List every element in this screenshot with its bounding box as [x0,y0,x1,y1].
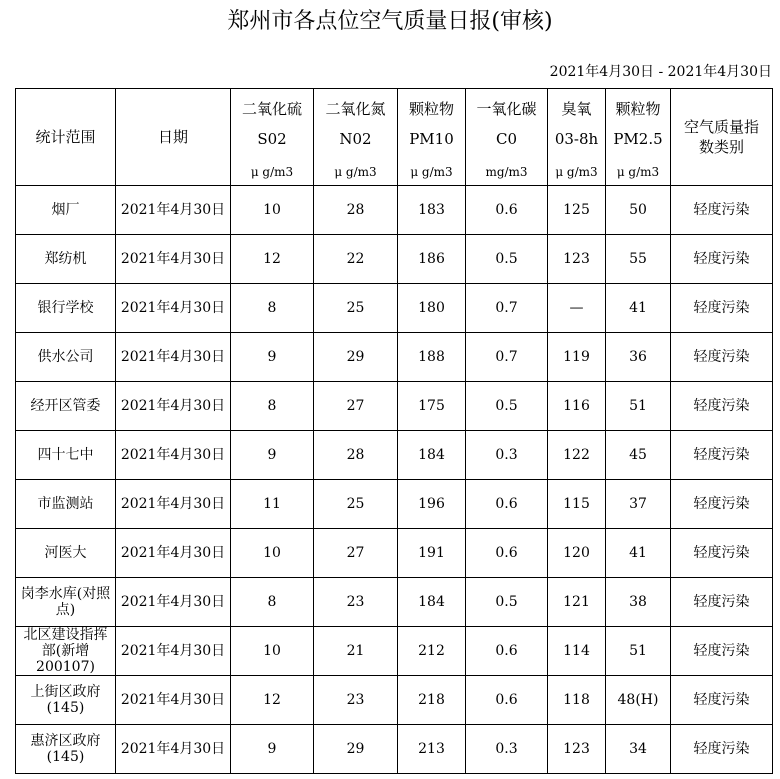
so2-cell: 9 [231,431,314,480]
so2-cell: 8 [231,578,314,627]
no2-cell: 22 [314,235,398,284]
category-cell: 轻度污染 [671,627,773,676]
o3-cell: 115 [548,480,606,529]
pm10-unit: μ g/m3 [410,165,453,179]
header-so2 [231,89,314,186]
pm25-name: 颗粒物 [615,100,661,118]
header-date: 日期 [116,89,231,186]
co-cell: 0.6 [466,480,548,529]
station-cell: 供水公司 [16,333,116,382]
date-cell: 2021年4月30日 [116,529,231,578]
co-cell: 0.5 [466,382,548,431]
station-cell: 岗李水库(对照点) [16,578,116,627]
no2-cell: 28 [314,186,398,235]
pm10-code: PM10 [409,130,454,148]
category-cell: 轻度污染 [671,382,773,431]
report-title: 郑州市各点位空气质量日报(审核) [227,9,553,34]
pm10-cell: 196 [398,480,466,529]
header-no2 [314,89,398,186]
header-category: 空气质量指数类别 [671,89,773,186]
so2-cell: 12 [231,235,314,284]
table-body [16,186,773,774]
so2-cell: 10 [231,627,314,676]
co-cell: 0.6 [466,529,548,578]
header-pm25 [606,89,671,186]
pm25-cell: 48(H) [606,676,671,725]
o3-cell: 125 [548,186,606,235]
o3-cell: 123 [548,235,606,284]
co-cell: 0.3 [466,431,548,480]
no2-code: N02 [339,130,372,148]
pm25-code: PM2.5 [613,130,663,148]
date-cell: 2021年4月30日 [116,480,231,529]
so2-cell: 8 [231,382,314,431]
category-cell: 轻度污染 [671,676,773,725]
co-code: C0 [495,130,518,148]
table-row [16,627,773,676]
co-name: 一氧化碳 [476,100,537,118]
o3-cell: 116 [548,382,606,431]
co-cell: 0.6 [466,627,548,676]
o3-unit: μ g/m3 [555,165,598,179]
pm10-cell: 212 [398,627,466,676]
date-cell: 2021年4月30日 [116,235,231,284]
co-cell: 0.5 [466,578,548,627]
o3-cell: — [548,284,606,333]
pm10-cell: 175 [398,382,466,431]
so2-unit: μ g/m3 [250,165,294,179]
so2-name: 二氧化硫 [241,100,302,118]
table-row [16,333,773,382]
pm25-cell: 38 [606,578,671,627]
pm25-cell: 51 [606,382,671,431]
pm10-name: 颗粒物 [408,100,454,118]
pm25-unit: μ g/m3 [616,165,660,179]
no2-cell: 25 [314,480,398,529]
category-cell: 轻度污染 [671,480,773,529]
table-row [16,235,773,284]
pm10-cell: 188 [398,333,466,382]
table-row [16,480,773,529]
header-o3 [548,89,606,186]
category-cell: 轻度污染 [671,235,773,284]
co-unit: mg/m3 [485,165,528,179]
no2-cell: 29 [314,725,398,774]
so2-cell: 9 [231,333,314,382]
date-cell: 2021年4月30日 [116,676,231,725]
o3-name: 臭氧 [561,100,592,118]
station-cell: 经开区管委 [16,382,116,431]
o3-cell: 120 [548,529,606,578]
so2-cell: 9 [231,725,314,774]
pm25-cell: 41 [606,284,671,333]
category-cell: 轻度污染 [671,578,773,627]
pm25-cell: 50 [606,186,671,235]
no2-cell: 29 [314,333,398,382]
pm25-cell: 34 [606,725,671,774]
o3-cell: 119 [548,333,606,382]
category-cell: 轻度污染 [671,333,773,382]
o3-cell: 121 [548,578,606,627]
date-cell: 2021年4月30日 [116,284,231,333]
header-row [16,89,773,186]
pm10-cell: 183 [398,186,466,235]
pm10-cell: 184 [398,578,466,627]
pm10-cell: 186 [398,235,466,284]
no2-cell: 25 [314,284,398,333]
co-cell: 0.6 [466,186,548,235]
table-row [16,529,773,578]
station-cell: 烟厂 [16,186,116,235]
station-cell: 郑纺机 [16,235,116,284]
station-cell: 北区建设指挥部(新增200107) [16,627,116,676]
no2-cell: 28 [314,431,398,480]
pm10-cell: 184 [398,431,466,480]
table-row [16,431,773,480]
date-cell: 2021年4月30日 [116,382,231,431]
pm25-cell: 55 [606,235,671,284]
station-cell: 惠济区政府(145) [16,725,116,774]
o3-cell: 118 [548,676,606,725]
category-cell: 轻度污染 [671,725,773,774]
no2-cell: 27 [314,529,398,578]
co-cell: 0.7 [466,333,548,382]
date-cell: 2021年4月30日 [116,186,231,235]
so2-cell: 10 [231,186,314,235]
no2-cell: 21 [314,627,398,676]
station-cell: 四十七中 [16,431,116,480]
category-cell: 轻度污染 [671,186,773,235]
air-quality-table [15,88,773,774]
o3-code: 03-8h [554,130,599,148]
co-cell: 0.6 [466,676,548,725]
no2-cell: 27 [314,382,398,431]
pm10-cell: 191 [398,529,466,578]
category-cell: 轻度污染 [671,431,773,480]
so2-cell: 12 [231,676,314,725]
station-cell: 河医大 [16,529,116,578]
pm25-cell: 37 [606,480,671,529]
pm25-cell: 45 [606,431,671,480]
date-cell: 2021年4月30日 [116,725,231,774]
date-cell: 2021年4月30日 [116,333,231,382]
pm10-cell: 180 [398,284,466,333]
station-cell: 上街区政府(145) [16,676,116,725]
co-cell: 0.3 [466,725,548,774]
no2-cell: 23 [314,676,398,725]
co-cell: 0.7 [466,284,548,333]
pm25-cell: 41 [606,529,671,578]
date-cell: 2021年4月30日 [116,578,231,627]
pm10-cell: 213 [398,725,466,774]
header-co [466,89,548,186]
header-station: 统计范围 [16,89,116,186]
co-cell: 0.5 [466,235,548,284]
o3-cell: 122 [548,431,606,480]
no2-cell: 23 [314,578,398,627]
table-row [16,186,773,235]
table-row [16,284,773,333]
category-cell: 轻度污染 [671,529,773,578]
no2-unit: μ g/m3 [334,165,377,179]
so2-cell: 11 [231,480,314,529]
category-cell: 轻度污染 [671,284,773,333]
pm10-cell: 218 [398,676,466,725]
header-pm10 [398,89,466,186]
o3-cell: 123 [548,725,606,774]
table-row [16,725,773,774]
date-cell: 2021年4月30日 [116,431,231,480]
so2-code: S02 [257,130,287,148]
table-row [16,578,773,627]
o3-cell: 114 [548,627,606,676]
date-cell: 2021年4月30日 [116,627,231,676]
pm25-cell: 51 [606,627,671,676]
report-date-range: 2021年4月30日 - 2021年4月30日 [549,64,772,80]
table-row [16,676,773,725]
table-header [16,89,773,186]
station-cell: 银行学校 [16,284,116,333]
so2-cell: 10 [231,529,314,578]
pm25-cell: 36 [606,333,671,382]
no2-name: 二氧化氮 [325,100,386,118]
table-row [16,382,773,431]
station-cell: 市监测站 [16,480,116,529]
so2-cell: 8 [231,284,314,333]
